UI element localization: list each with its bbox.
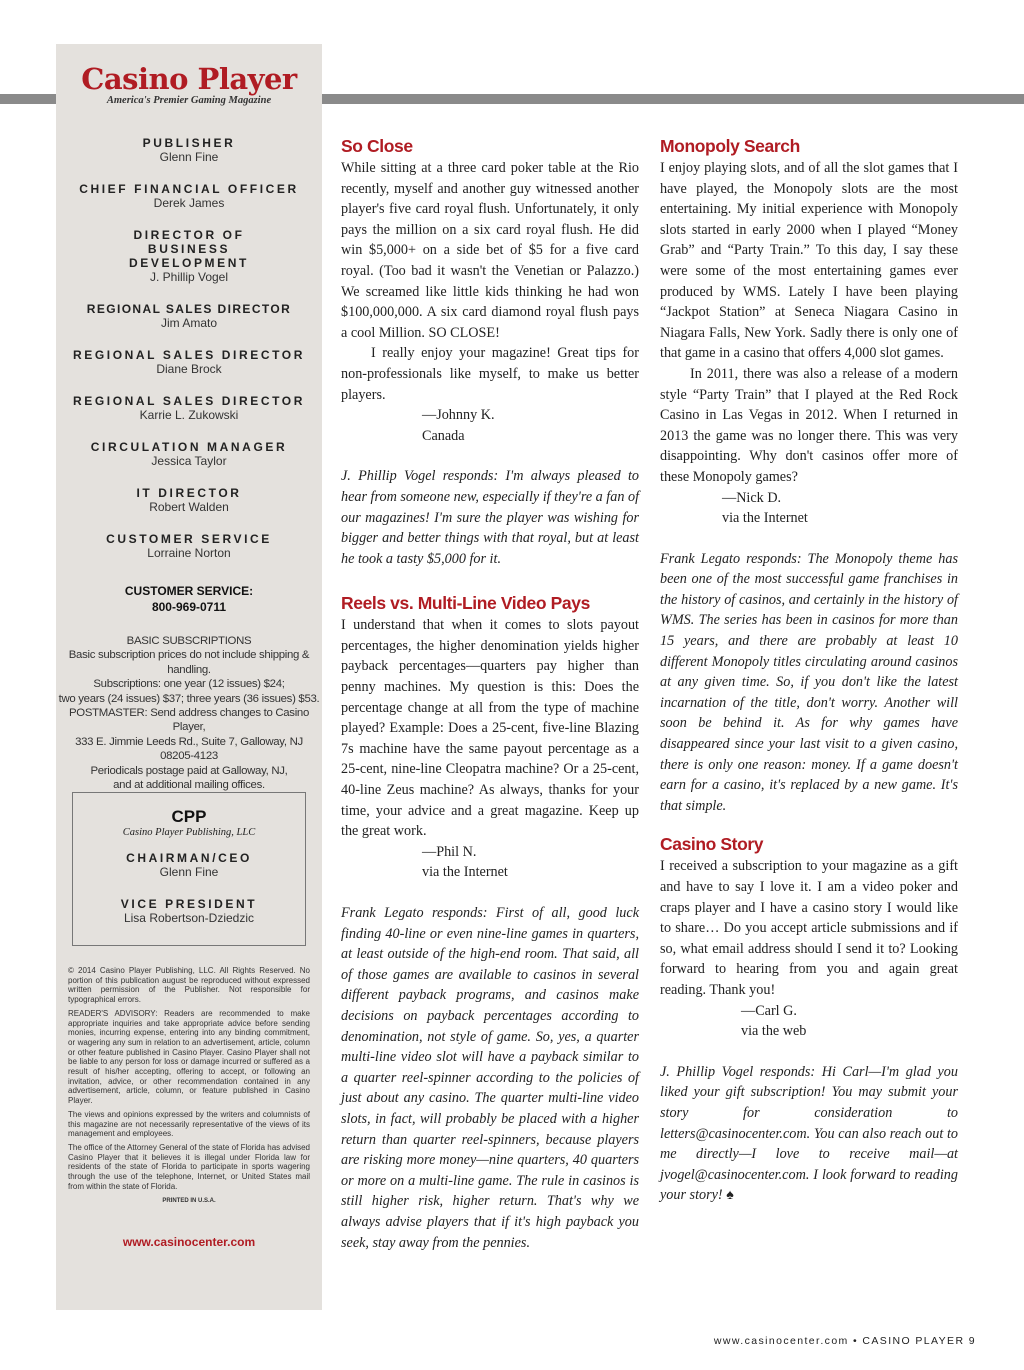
staff-name: Robert Walden bbox=[149, 500, 229, 514]
staff-role: CIRCULATION MANAGER bbox=[90, 440, 288, 454]
subscription-line: POSTMASTER: Send address changes to Casino Player, bbox=[68, 707, 309, 734]
cpp-logo: CPP bbox=[171, 807, 207, 826]
letter-location: via the Internet bbox=[722, 510, 808, 527]
customer-service-label: CUSTOMER SERVICE: bbox=[124, 584, 254, 598]
subscription-line: Periodicals postage paid at Galloway, NJ, bbox=[90, 764, 288, 777]
editor-response: Frank Legato responds: First of all, good luck finding 40-line or even nine-line games in quarters, at least outside of the high-end room. That said, all of those games are available to casinos in several different payback programs, and casinos make decisions on payback percentages according to denomination, not style of game. So, yes, a quarter multi-line video slot will have a payback similar to a quarter reel-spinner according to the policies of just about any casino. The quarter multi-line video slots, in fact, will probably be placed with a higher return than quarter reel-spinners, because players are risking more money—nine quarters, 40 quarters or more on a multi-line game. The rule in casinos is still higher risk, higher return. That's why we always advise players that if it's high payback you seek, stay away from the pennies. bbox=[341, 905, 639, 1251]
staff-name: Jessica Taylor bbox=[151, 454, 227, 468]
customer-service-phone: 800-969-0711 bbox=[151, 600, 227, 614]
editor-response: J. Phillip Vogel responds: I'm always pleased to hear from someone new, especially if they're a fan of our magazines! I'm sure the player was wishing for bigger and better things with that royal, but at least he took a tasty $5,000 for it. bbox=[341, 468, 640, 567]
letter-location: via the Internet bbox=[422, 864, 508, 881]
staff-role: DIRECTOR OF BUSINESS DEVELOPMENT bbox=[129, 228, 249, 270]
staff-name: Jim Amato bbox=[160, 316, 217, 330]
officer-role: CHAIRMAN/CEO bbox=[126, 851, 252, 865]
letter-body: I understand that when it comes to slots payout percentages, the higher denomination yields higher payback percentages—quarters pay higher than penny machines. My question is this: Does the percentage change at all from the type of machine played? Example: Does a 25-cent, five-line Blazing 7s machine have the same payout percentage as a 25-cent, nine-line Cleopatra machine? Or a 25-cent, 40-line Zeus machine? As always, thanks for your time, your advice and a great magazine. Keep up the great work. bbox=[341, 617, 639, 840]
letter-signature: —Johnny K. bbox=[422, 407, 495, 424]
brand-tagline: America's Premier Gaming Magazine bbox=[106, 95, 272, 106]
letters-column-right bbox=[660, 134, 958, 1206]
staff-name: J. Phillip Vogel bbox=[149, 270, 229, 284]
subscription-line: two years (24 issues) $37; three years (36 issues) $53. bbox=[58, 692, 320, 705]
header-stripe-right bbox=[322, 94, 1024, 104]
letters-column-left bbox=[341, 134, 639, 1253]
cpp-subtitle: Casino Player Publishing, LLC bbox=[122, 827, 256, 838]
letter-body: I enjoy playing slots, and of all the slot games that I have played, the Monopoly slots are the most entertaining. My initial experience with Monopoly slots started in early 2000 when I played “Money Grab” and “Party Train.” To this day, I say these were some of the most entertaining games ever produced by WMS. Lately I have been playing “Jackpot Station” at Seneca Niagara Casino in Niagara Falls, New York. Sadly there is only one of that game in a casino that offers 4,000 slot games. bbox=[660, 160, 958, 362]
subscription-line: BASIC SUBSCRIPTIONS bbox=[126, 635, 252, 647]
letter-title: Reels vs. Multi-Line Video Pays bbox=[341, 593, 590, 614]
letter-location: via the web bbox=[741, 1023, 807, 1040]
subscription-line: and at additional mailing offices. bbox=[113, 779, 265, 792]
letter-title: Casino Story bbox=[660, 834, 764, 855]
customer-service bbox=[66, 583, 312, 615]
staff-name: Karrie L. Zukowski bbox=[139, 408, 239, 422]
letter-title: So Close bbox=[341, 136, 413, 156]
legal-paragraph: © 2014 Casino Player Publishing, LLC. All Rights Reserved. No portion of this publication august be reproduced without expressed written permission of the Publisher. Not responsible for typographical errors. bbox=[68, 966, 310, 1005]
officer-name: Glenn Fine bbox=[159, 865, 219, 879]
staff-name: Derek James bbox=[153, 196, 225, 210]
staff-role: CUSTOMER SERVICE bbox=[106, 532, 272, 546]
staff-role: REGIONAL SALES DIRECTOR bbox=[72, 348, 306, 362]
subscription-line: Subscriptions: one year (12 issues) $24; bbox=[93, 678, 285, 691]
letter-body: I really enjoy your magazine! Great tips for non-professionals like myself, to make us better players. bbox=[341, 345, 639, 403]
staff-name: Lorraine Norton bbox=[147, 546, 231, 560]
officer-name: Lisa Robertson-Dziedzic bbox=[123, 911, 255, 925]
staff-name: Glenn Fine bbox=[159, 150, 219, 164]
legal-notice bbox=[68, 966, 310, 1207]
staff-role: CHIEF FINANCIAL OFFICER bbox=[79, 182, 299, 196]
letter-location: Canada bbox=[422, 427, 465, 444]
staff-name: Diane Brock bbox=[156, 362, 222, 376]
subscription-line: Basic subscription prices do not include shipping & handling. bbox=[68, 649, 310, 676]
letter-title: Monopoly Search bbox=[660, 136, 800, 156]
subscription-info bbox=[58, 634, 320, 792]
letter-body: I received a subscription to your magazine as a gift and have to say I love it. I am a video poker and craps player and I have a casino story I would like to share… Do you accept article submissions and if so, what email address should I send it to? Looking forward to hearing from you and again great reading. Thank you! bbox=[660, 858, 958, 998]
letter-signature: —Carl G. bbox=[741, 1002, 797, 1019]
brand bbox=[56, 62, 322, 107]
staff-list bbox=[66, 136, 312, 578]
cpp-box bbox=[72, 792, 306, 946]
brand-title: Casino Player bbox=[81, 62, 297, 96]
legal-paragraph: READER'S ADVISORY: Readers are recommended to make appropriate inquiries and take appropriate advice before sending monies, incurring expense, entering into any binding commitment, or wagering any sum in relation to an advertisement, article, column or other feature published in Casino Player. Casino Player shall not be liable to any person for loss or damage incurred or suffered as a result of his/her accepting, offering to accept, or following an invitation, advice, or other recommendation contained in any advertisement, article, column, or feature published in Casino Player. bbox=[68, 1008, 310, 1106]
editor-response: J. Phillip Vogel responds: Hi Carl—I'm glad you liked your gift subscription! You may submit your story for consideration to letters@casinocenter.com. You can also reach out to me directly—I love to receive mail—at jvogel@casinocenter.com. I look forward to reading your story! ♠ bbox=[660, 1063, 958, 1204]
staff-role: IT DIRECTOR bbox=[136, 486, 242, 500]
letter-body: In 2011, there was also a release of a modern style “Party Train” that I played at the Red Rock Casino in Las Vegas in 2012. When I returned in 2013 the game was no longer there. This was very disappointing. Why don't casinos offer more of these Monopoly games? bbox=[660, 365, 958, 485]
staff-role: PUBLISHER bbox=[142, 136, 236, 150]
letter-signature: —Phil N. bbox=[422, 843, 477, 860]
staff-role: REGIONAL SALES DIRECTOR bbox=[72, 394, 306, 408]
header-stripe-left bbox=[0, 94, 56, 104]
page-footer: www.casinocenter.com • CASINO PLAYER 9 bbox=[713, 1335, 976, 1347]
officer-role: VICE PRESIDENT bbox=[120, 897, 258, 911]
editor-response: Frank Legato responds: The Monopoly theme has been one of the most successful game franchises in the history of casinos, and certainly in the history of WMS. The series has been in casinos for more than 15 years, and there are probably at least 10 different Monopoly titles circulating around casinos at any given time. So, if you don't like the latest incarnation of the title, don't worry. Another will soon be behind it. As for why games have disappeared since your last visit to a given casino, there is only one reason: money. If a game doesn't earn for a casino, it's replaced by a new game. It's that simple. bbox=[660, 550, 958, 814]
staff-role: REGIONAL SALES DIRECTOR bbox=[86, 302, 292, 316]
letter-signature: —Nick D. bbox=[722, 489, 782, 506]
legal-paragraph: The office of the Attorney General of the state of Florida has advised Casino Player that it believes it is illegal under Florida law for residents of the state of Florida to participate in sports wagering through the use of the telephone, Internet, or United States mail from within the state of Florida. bbox=[68, 1142, 310, 1191]
subscription-line: 333 E. Jimmie Leeds Rd., Suite 7, Galloway, NJ 08205-4123 bbox=[75, 735, 303, 763]
letter-body: While sitting at a three card poker table at the Rio recently, myself and another guy witnessed another player's five card royal flush. Unfortunately, it only pays the million on a six card royal flush. He did win $5,000+ on a side bet of $5 for a five card royal. (Too bad it wasn't the Venetian or Palazzo.) We screamed like little kids thinking he had won $100,000,000. A six card diamond royal flush pays a cool Million. SO CLOSE! bbox=[341, 160, 639, 341]
legal-paragraph: The views and opinions expressed by the writers and columnists of this magazine are not necessarily representative of the views of its management and employees. bbox=[68, 1109, 310, 1139]
printed-in-usa: PRINTED IN U.S.A. bbox=[162, 1198, 216, 1205]
website-link[interactable]: www.casinocenter.com bbox=[122, 1235, 256, 1249]
